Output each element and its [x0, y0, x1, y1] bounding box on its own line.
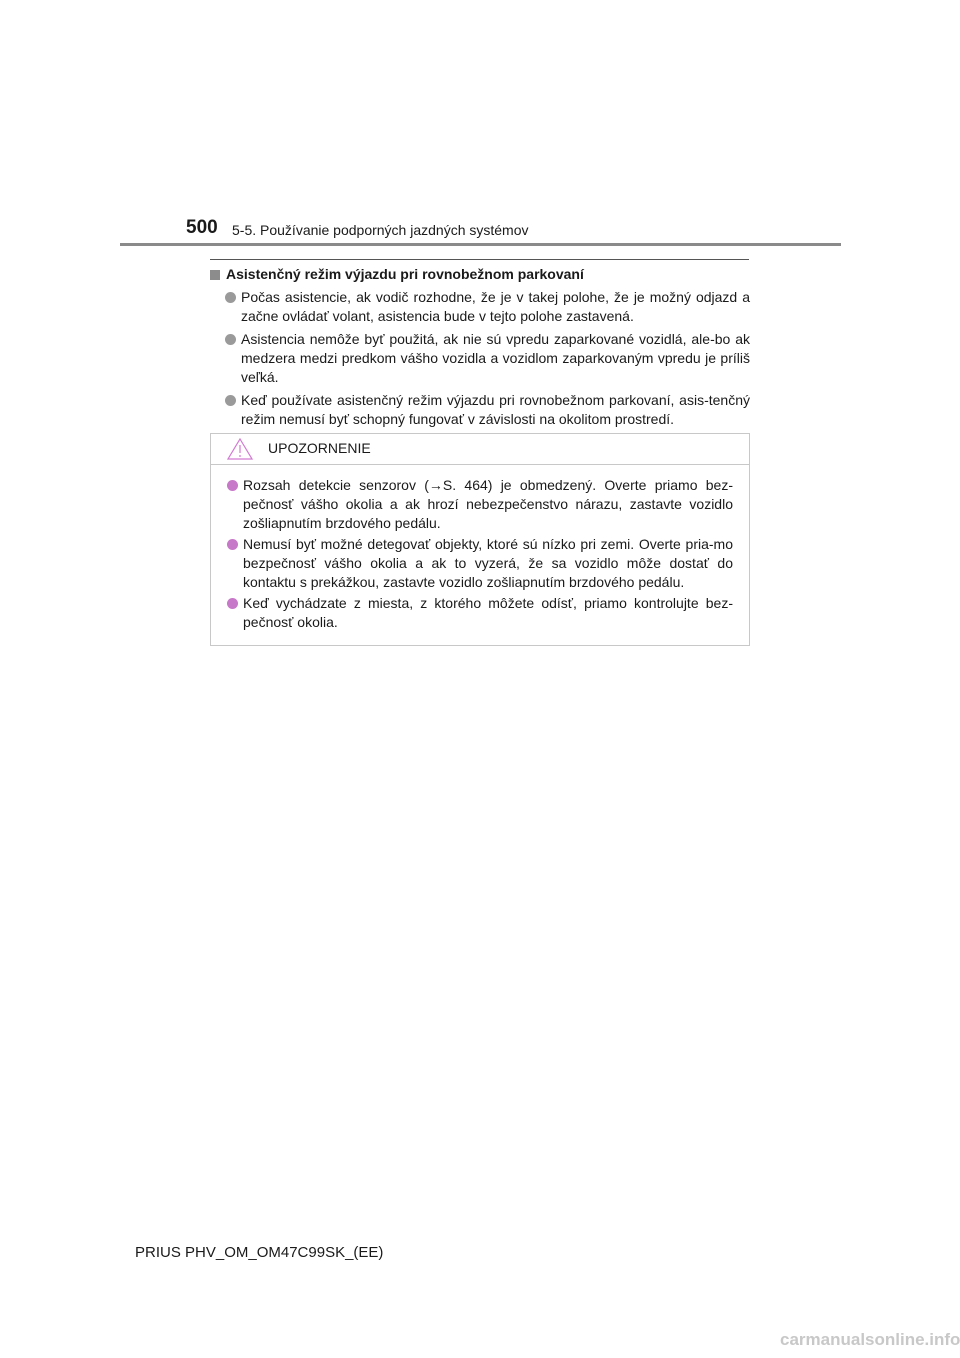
top-rule — [210, 259, 749, 260]
list-item — [211, 476, 733, 533]
bullet-dot-icon — [225, 395, 236, 406]
subheading-text: Asistenčný režim výjazdu pri rovnobežnom parkovaní — [226, 266, 584, 282]
list-item-text: Asistencia nemôže byť použitá, ak nie sú vpredu zaparkované vozidlá, ale-bo ak medzera medzi predkom vášho vozidla a vozidlom zaparkovaným vpredu je príliš veľká. — [241, 331, 750, 385]
list-item-text: Nemusí byť možné detegovať objekty, ktoré sú nízko pri zemi. Overte pria-mo bezpečnosť vášho okolia a ak to vyzerá, že sa vozidlo môže dostať do kontaktu s prekážkou, zastavte vozidlo zošliapnutím brzdového pedálu. — [243, 536, 733, 590]
list-item — [210, 330, 750, 387]
bullet-dot-icon — [227, 539, 238, 550]
square-bullet-icon — [210, 270, 220, 280]
watermark: carmanualsonline.info — [780, 1330, 960, 1349]
header-rule — [120, 243, 841, 246]
bullet-dot-icon — [225, 334, 236, 345]
section-header: 5-5. Používanie podporných jazdných systémov — [232, 222, 529, 238]
caution-box — [210, 433, 750, 646]
bullet-dot-icon — [227, 598, 238, 609]
caution-header — [211, 434, 749, 464]
list-item — [211, 594, 733, 632]
list-item-text: Počas asistencie, ak vodič rozhodne, že je v takej polohe, že je možný odjazd a začne ovládať volant, asistencia bude v tejto polohe zastavená. — [241, 289, 750, 324]
warning-triangle-icon — [227, 438, 253, 460]
subheading — [210, 265, 750, 284]
footer-doc-code: PRIUS PHV_OM_OM47C99SK_(EE) — [135, 1244, 384, 1261]
page-number: 500 — [186, 217, 218, 238]
caution-title: UPOZORNENIE — [268, 440, 371, 456]
bullet-dot-icon — [225, 292, 236, 303]
list-item-text: Keď používate asistenčný režim výjazdu pri rovnobežnom parkovaní, asis-tenčný režim nemusí byť schopný fungovať v závislosti na okolitom prostredí. — [241, 392, 750, 427]
bullet-dot-icon — [227, 480, 238, 491]
list-item — [210, 288, 750, 326]
list-item — [210, 391, 750, 429]
caution-body — [211, 476, 733, 634]
list-item — [211, 535, 733, 592]
list-item-text: Keď vychádzate z miesta, z ktorého môžete odísť, priamo kontrolujte bez-pečnosť okolia. — [243, 595, 733, 630]
caution-divider — [211, 464, 749, 465]
content-section — [210, 265, 750, 433]
list-item-text: Rozsah detekcie senzorov (→S. 464) je obmedzený. Overte priamo bez-pečnosť vášho okolia a ak hrozí nebezpečenstvo nárazu, zastavte vozidlo zošliapnutím brzdového pedálu. — [243, 477, 733, 531]
